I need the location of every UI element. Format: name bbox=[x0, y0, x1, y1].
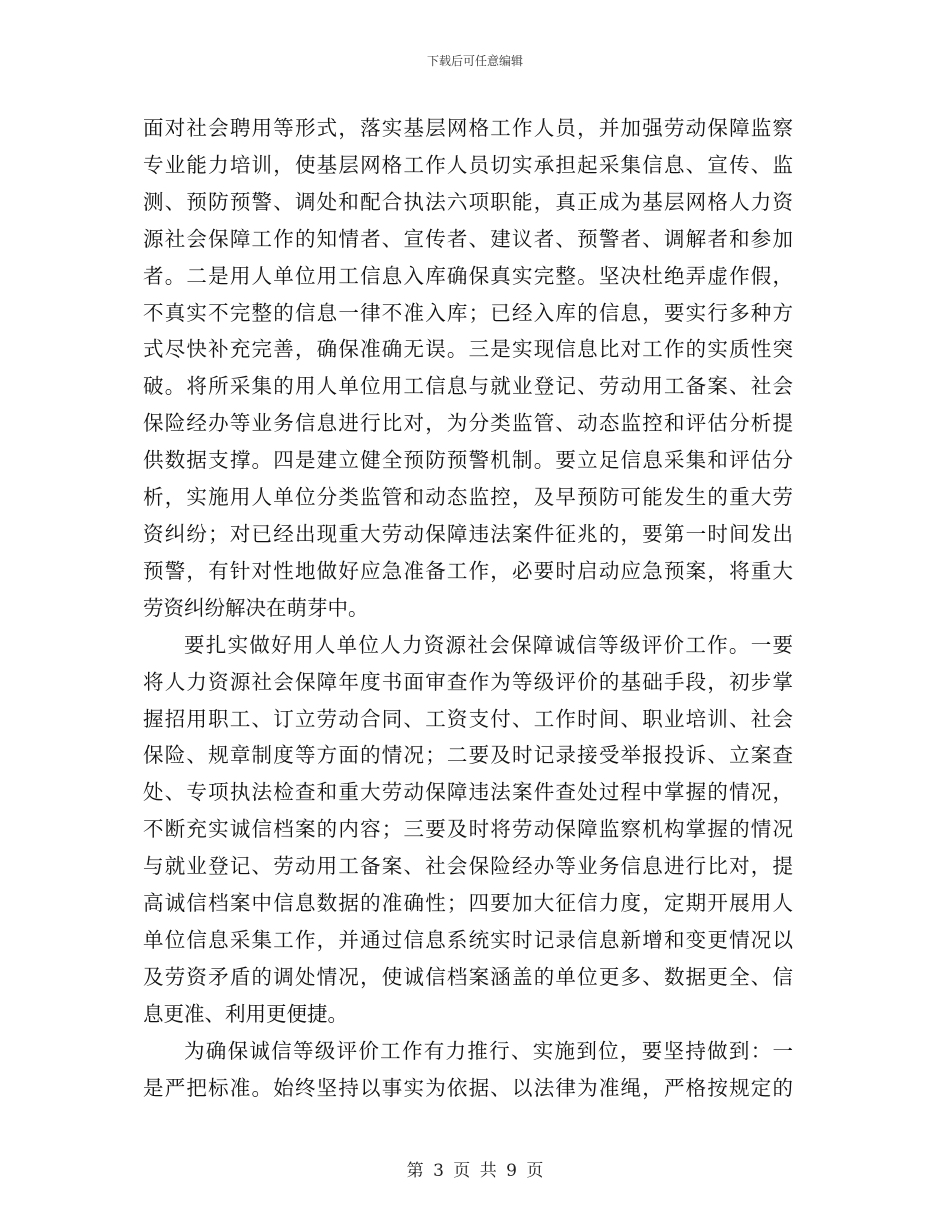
text-line: 单位信息采集工作，并通过信息系统实时记录信息新增和变更情况以 bbox=[143, 927, 793, 952]
text-line: 专业能力培训，使基层网格工作人员切实承担起采集信息、宣传、监 bbox=[143, 152, 793, 177]
text-line: 要扎实做好用人单位人力资源社会保障诚信等级评价工作。一要 bbox=[184, 632, 793, 657]
document-body bbox=[143, 110, 793, 1106]
text-line: 处、专项执法检查和重大劳动保障违法案件查处过程中掌握的情况， bbox=[143, 780, 793, 805]
text-line: 预警，有针对性地做好应急准备工作，必要时启动应急预案，将重大 bbox=[143, 558, 793, 583]
text-line: 是严把标准。始终坚持以事实为依据、以法律为准绳，严格按规定的 bbox=[143, 1075, 793, 1100]
text-line: 资纠纷；对已经出现重大劳动保障违法案件征兆的，要第一时间发出 bbox=[143, 521, 793, 546]
text-line: 及劳资矛盾的调处情况，使诚信档案涵盖的单位更多、数据更全、信 bbox=[143, 964, 793, 989]
text-line: 将人力资源社会保障年度书面审查作为等级评价的基础手段，初步掌 bbox=[143, 669, 793, 694]
text-line: 者。二是用人单位用工信息入库确保真实完整。坚决杜绝弄虚作假， bbox=[143, 263, 793, 288]
text-line: 不断充实诚信档案的内容；三要及时将劳动保障监察机构掌握的情况 bbox=[143, 817, 793, 842]
text-line: 破。将所采集的用人单位用工信息与就业登记、劳动用工备案、社会 bbox=[143, 374, 793, 399]
text-line: 保险、规章制度等方面的情况；二要及时记录接受举报投诉、立案查 bbox=[143, 743, 793, 768]
text-line: 握招用职工、订立劳动合同、工资支付、工作时间、职业培训、社会 bbox=[143, 706, 793, 731]
text-line: 为确保诚信等级评价工作有力推行、实施到位，要坚持做到：一 bbox=[184, 1038, 793, 1063]
page-header: 下载后可任意编辑 bbox=[426, 54, 523, 68]
text-line: 式尽快补充完善，确保准确无误。三是实现信息比对工作的实质性突 bbox=[143, 337, 793, 362]
text-line: 源社会保障工作的知情者、宣传者、建议者、预警者、调解者和参加 bbox=[143, 226, 793, 251]
text-line: 供数据支撑。四是建立健全预防预警机制。要立足信息采集和评估分 bbox=[143, 448, 793, 473]
text-line: 息更准、利用更便捷。 bbox=[143, 1001, 348, 1026]
text-line: 与就业登记、劳动用工备案、社会保险经办等业务信息进行比对，提 bbox=[143, 854, 793, 879]
page-footer: 第 3 页 共 9 页 bbox=[406, 1161, 544, 1181]
text-line: 析，实施用人单位分类监管和动态监控，及早预防可能发生的重大劳 bbox=[143, 485, 793, 510]
text-line: 测、预防预警、调处和配合执法六项职能，真正成为基层网格人力资 bbox=[143, 189, 793, 214]
text-line: 保险经办等业务信息进行比对，为分类监管、动态监控和评估分析提 bbox=[143, 411, 793, 436]
text-line: 高诚信档案中信息数据的准确性；四要加大征信力度，定期开展用人 bbox=[143, 891, 793, 916]
text-line: 面对社会聘用等形式，落实基层网格工作人员，并加强劳动保障监察 bbox=[143, 116, 793, 140]
text-line: 劳资纠纷解决在萌芽中。 bbox=[143, 595, 369, 620]
text-line: 不真实不完整的信息一律不准入库；已经入库的信息，要实行多种方 bbox=[143, 300, 793, 325]
